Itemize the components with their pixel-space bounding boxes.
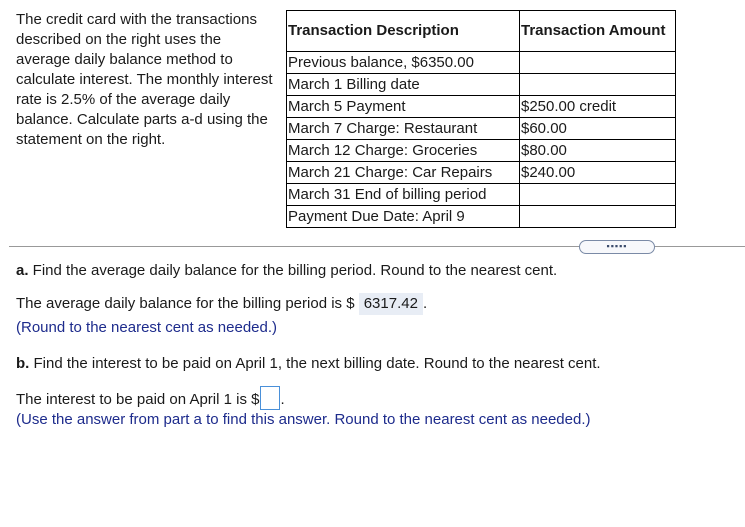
row-description: Previous balance, $6350.00	[287, 52, 520, 74]
row-description: March 31 End of billing period	[287, 184, 520, 206]
row-description: March 7 Charge: Restaurant	[287, 118, 520, 140]
row-amount: $60.00	[520, 118, 676, 140]
problem-intro: The credit card with the transactions described on the right uses the average daily balance method to calculate interest. The monthly interest rate is 2.5% of the average daily balance. Calculate parts a-d using the statement on the right.	[16, 11, 273, 148]
part-b-answer-prefix: The interest to be paid on April 1 is $	[16, 391, 260, 408]
row-amount: $240.00	[520, 162, 676, 184]
table-row	[287, 52, 676, 74]
transaction-table	[286, 10, 676, 228]
column-header-description: Transaction Description	[287, 11, 520, 52]
table-row	[287, 162, 676, 184]
table-row	[287, 206, 676, 228]
part-a-hint: (Round to the nearest cent as needed.)	[16, 319, 278, 336]
part-a-label: a.	[16, 262, 29, 279]
row-amount	[520, 184, 676, 206]
part-b-question-text: Find the interest to be paid on April 1, the next billing date. Round to the nearest cent.	[29, 355, 601, 372]
row-description: Payment Due Date: April 9	[287, 206, 520, 228]
table-row	[287, 184, 676, 206]
part-a-question-text: Find the average daily balance for the billing period. Round to the nearest cent.	[28, 262, 558, 279]
part-b-answer-line	[16, 386, 285, 410]
table-row	[287, 118, 676, 140]
part-b-question	[16, 354, 601, 374]
part-a-answer-prefix: The average daily balance for the billing period is $	[16, 295, 359, 312]
expand-more-button[interactable]: ▪▪▪▪▪	[579, 240, 655, 254]
table-row	[287, 74, 676, 96]
part-b-answer-input[interactable]	[260, 386, 280, 410]
part-a-answer-line	[16, 293, 427, 315]
row-description: March 21 Charge: Car Repairs	[287, 162, 520, 184]
row-description: March 1 Billing date	[287, 74, 520, 96]
table-row	[287, 96, 676, 118]
row-amount	[520, 52, 676, 74]
row-amount: $250.00 credit	[520, 96, 676, 118]
column-header-amount: Transaction Amount	[520, 11, 676, 52]
part-b-hint: (Use the answer from part a to find this answer. Round to the nearest cent as needed.)	[16, 411, 591, 428]
row-amount	[520, 206, 676, 228]
row-description: March 12 Charge: Groceries	[287, 140, 520, 162]
table-row	[287, 140, 676, 162]
part-b-label: b.	[16, 355, 30, 372]
row-amount: $80.00	[520, 140, 676, 162]
part-b-answer-suffix: .	[280, 391, 285, 408]
row-description: March 5 Payment	[287, 96, 520, 118]
part-a-answer-field[interactable]: 6317.42	[359, 293, 423, 315]
table-header-row	[287, 11, 676, 52]
row-amount	[520, 74, 676, 96]
part-a-question	[16, 261, 557, 281]
part-a-answer-suffix: .	[422, 295, 428, 312]
